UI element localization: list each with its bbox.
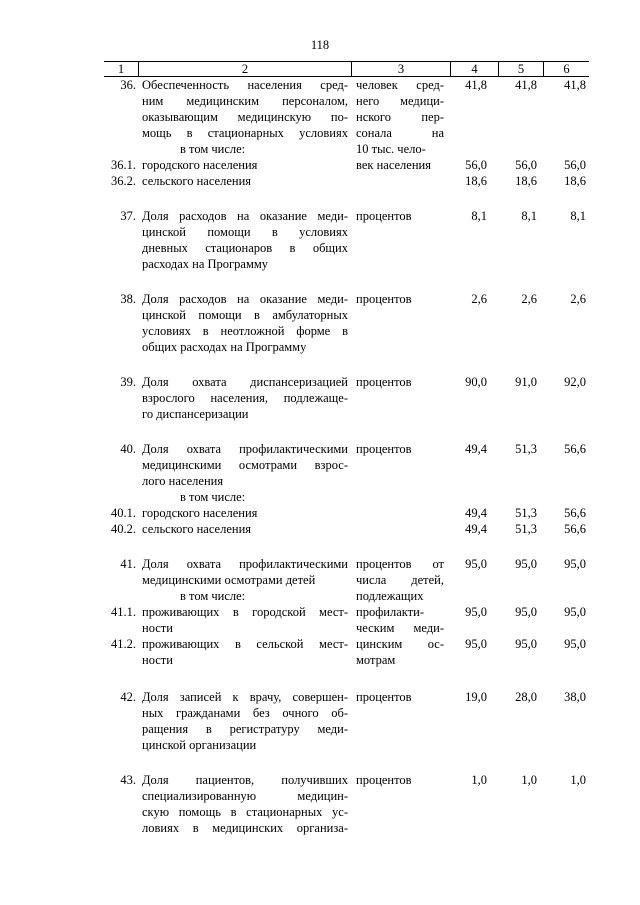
unit-text-line: профилакти- xyxy=(356,605,424,619)
value-col-6: 2,6 xyxy=(570,292,586,306)
table-row-38 xyxy=(104,291,589,355)
table-row-39 xyxy=(104,374,589,422)
value-col-4: 1,0 xyxy=(471,773,487,787)
indicator-text-line: го диспансеризации xyxy=(142,407,249,421)
indicator-text-line: Доля пациентов, получивших xyxy=(142,773,348,787)
row-number: 41.1. xyxy=(111,605,136,619)
indicator-text-line: Доля расходов на оказание меди- xyxy=(142,292,348,306)
table-row-40 xyxy=(104,441,589,537)
row-number: 41.2. xyxy=(111,637,136,651)
value-col-6: 56,0 xyxy=(564,158,586,172)
indicator-text-line: ним медицинским персоналом, xyxy=(142,94,348,108)
column-header-6: 6 xyxy=(563,62,570,76)
row-number: 36.1. xyxy=(111,158,136,172)
row-number: 36.2. xyxy=(111,174,136,188)
indicator-text-line: городского населения xyxy=(142,158,258,172)
value-col-4: 49,4 xyxy=(465,522,487,536)
unit-text: процентов xyxy=(356,209,412,223)
value-col-4: 41,8 xyxy=(465,78,487,92)
value-col-5: 1,0 xyxy=(521,773,537,787)
unit-text: процентов xyxy=(356,442,412,456)
value-col-6: 56,6 xyxy=(564,506,586,520)
value-col-4: 56,0 xyxy=(465,158,487,172)
unit-text-line: ческим меди- xyxy=(356,621,444,635)
value-col-6: 95,0 xyxy=(564,637,586,651)
value-col-5: 51,3 xyxy=(515,442,537,456)
value-col-6: 95,0 xyxy=(564,557,586,571)
indicator-text-line: оказывающим медицинскую по- xyxy=(142,110,348,124)
value-col-6: 56,6 xyxy=(564,522,586,536)
indicator-text-line: сельского населения xyxy=(142,522,252,536)
row-number: 42. xyxy=(120,690,136,704)
indicator-text-line: дневных стационаров в общих xyxy=(142,241,348,255)
indicator-text-line: Доля охвата диспансеризацией xyxy=(142,375,348,389)
value-col-5: 8,1 xyxy=(521,209,537,223)
indicator-text-line: скую помощь в стационарных ус- xyxy=(142,805,348,819)
value-col-6: 56,6 xyxy=(564,442,586,456)
value-col-6: 38,0 xyxy=(564,690,586,704)
unit-text-line: него медици- xyxy=(356,94,444,108)
indicator-text-line: Обеспеченность населения сред- xyxy=(142,78,348,92)
value-col-5: 95,0 xyxy=(515,605,537,619)
value-col-5: 28,0 xyxy=(515,690,537,704)
indicator-text-line: медицинскими осмотрами взрос- xyxy=(142,458,348,472)
unit-text: процентов xyxy=(356,375,412,389)
row-number: 36. xyxy=(120,78,136,92)
table-row-43 xyxy=(104,772,589,836)
column-number-header xyxy=(104,61,589,77)
row-number: 40.2. xyxy=(111,522,136,536)
table-row-42 xyxy=(104,689,589,753)
value-col-4: 95,0 xyxy=(465,605,487,619)
value-col-5: 95,0 xyxy=(515,557,537,571)
indicator-text-line: проживающих в городской мест- xyxy=(142,605,348,619)
page-number: 118 xyxy=(310,38,330,52)
unit-text-line: 10 тыс. чело- xyxy=(356,142,426,156)
indicator-text-line: специализированную медицин- xyxy=(142,789,348,803)
indicator-text-line: общих расходах на Программу xyxy=(142,340,307,354)
value-col-5: 2,6 xyxy=(521,292,537,306)
unit-text: процентов xyxy=(356,773,412,787)
value-col-4: 90,0 xyxy=(465,375,487,389)
table-row-37 xyxy=(104,208,589,272)
indicator-text-line: цинской помощи в амбулаторных xyxy=(142,308,348,322)
indicator-text-line: Доля записей к врачу, совершен- xyxy=(142,690,348,704)
indicator-text-line: Доля охвата профилактическими xyxy=(142,442,348,456)
unit-text-line: сонала на xyxy=(356,126,444,140)
unit-text-line: нского пер- xyxy=(356,110,444,124)
value-col-5: 91,0 xyxy=(515,375,537,389)
indicator-text-line: условиях в неотложной форме в xyxy=(142,324,348,338)
value-col-4: 49,4 xyxy=(465,442,487,456)
unit-text-line: век населения xyxy=(356,158,431,172)
column-header-3: 3 xyxy=(352,62,451,76)
value-col-6: 1,0 xyxy=(570,773,586,787)
indicator-text-line: Доля охвата профилактическими xyxy=(142,557,348,571)
value-col-4: 95,0 xyxy=(465,557,487,571)
value-col-5: 41,8 xyxy=(515,78,537,92)
indicator-text-line: цинской организации xyxy=(142,738,257,752)
value-col-4: 18,6 xyxy=(465,174,487,188)
indicator-text-line: городского населения xyxy=(142,506,258,520)
indicator-text-line: ловиях в медицинских организа- xyxy=(142,821,348,835)
indicator-text-line: в том числе: xyxy=(180,589,246,603)
unit-text-line: цинским ос- xyxy=(356,637,444,651)
indicator-text-line: цинской помощи в условиях xyxy=(142,225,348,239)
value-col-6: 41,8 xyxy=(564,78,586,92)
indicator-text-line: сельского населения xyxy=(142,174,252,188)
unit-text: процентов xyxy=(356,292,412,306)
row-number: 43. xyxy=(120,773,136,787)
row-number: 39. xyxy=(120,375,136,389)
value-col-4: 49,4 xyxy=(465,506,487,520)
indicator-text-line: медицинскими осмотрами детей xyxy=(142,573,316,587)
indicator-text-line: лого населения xyxy=(142,474,224,488)
indicator-text-line: ности xyxy=(142,621,173,635)
value-col-5: 51,3 xyxy=(515,506,537,520)
column-header-4: 4 xyxy=(451,62,499,76)
unit-text-line: числа детей, xyxy=(356,573,444,587)
indicator-text-line: Доля расходов на оказание меди- xyxy=(142,209,348,223)
indicator-text-line: проживающих в сельской мест- xyxy=(142,637,348,651)
value-col-4: 8,1 xyxy=(471,209,487,223)
value-col-6: 18,6 xyxy=(564,174,586,188)
row-number: 40. xyxy=(120,442,136,456)
value-col-5: 18,6 xyxy=(515,174,537,188)
value-col-6: 95,0 xyxy=(564,605,586,619)
unit-text: процентов xyxy=(356,690,412,704)
table-row-41 xyxy=(104,556,589,668)
row-number: 40.1. xyxy=(111,506,136,520)
row-number: 37. xyxy=(120,209,136,223)
indicator-text-line: ных гражданами без очного об- xyxy=(142,706,348,720)
column-header-1: 1 xyxy=(104,62,139,76)
value-col-4: 2,6 xyxy=(471,292,487,306)
value-col-4: 95,0 xyxy=(465,637,487,651)
table-row-36 xyxy=(104,77,589,189)
indicator-text-line: в том числе: xyxy=(180,490,246,504)
value-col-5: 95,0 xyxy=(515,637,537,651)
unit-text-line: процентов от xyxy=(356,557,444,571)
indicator-text-line: расходах на Программу xyxy=(142,257,269,271)
indicator-text-line: в том числе: xyxy=(180,142,246,156)
indicator-text-line: ности xyxy=(142,653,173,667)
value-col-6: 92,0 xyxy=(564,375,586,389)
column-header-5: 5 xyxy=(499,62,544,76)
indicator-text-line: ращения в регистратуру меди- xyxy=(142,722,348,736)
column-header-2: 2 xyxy=(139,62,352,76)
row-number: 41. xyxy=(120,557,136,571)
value-col-4: 19,0 xyxy=(465,690,487,704)
unit-text-line: подлежащих xyxy=(356,589,424,603)
row-number: 38. xyxy=(120,292,136,306)
indicator-text-line: взрослого населения, подлежаще- xyxy=(142,391,348,405)
indicators-table xyxy=(104,61,589,835)
value-col-5: 51,3 xyxy=(515,522,537,536)
unit-text-line: человек сред- xyxy=(356,78,444,92)
value-col-5: 56,0 xyxy=(515,158,537,172)
indicator-text-line: мощь в стационарных условиях xyxy=(142,126,348,140)
unit-text-line: мотрам xyxy=(356,653,396,667)
value-col-6: 8,1 xyxy=(570,209,586,223)
